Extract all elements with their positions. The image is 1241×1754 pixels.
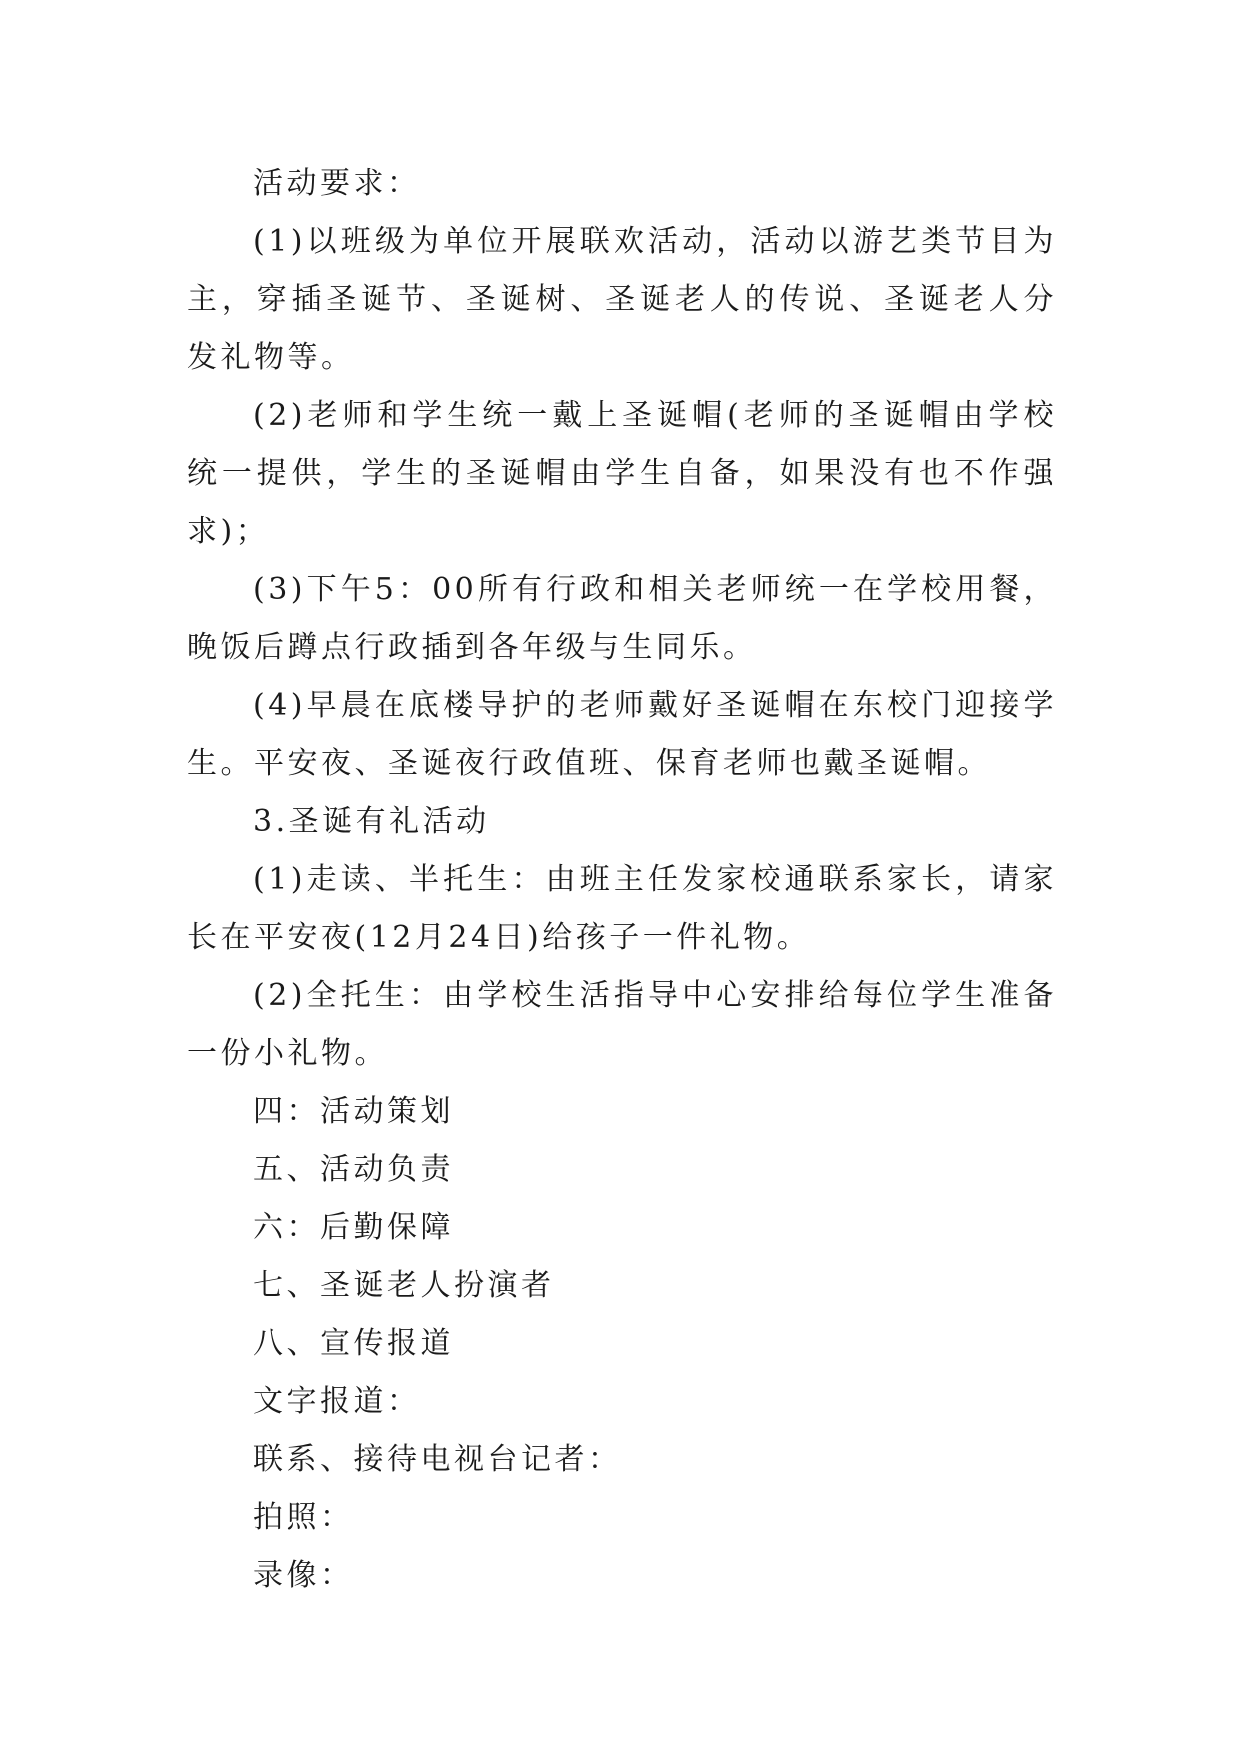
section-planning-heading: 四：活动策划 <box>253 1094 454 1129</box>
activity-requirements-heading: 活动要求： <box>253 166 421 201</box>
requirement-1-paragraph: (1)以班级为单位开展联欢活动，活动以游艺类节目为主，穿插圣诞节、圣诞树、圣诞老人的传说、圣诞老人分发礼物等。 <box>187 224 1057 375</box>
requirement-4-paragraph: (4)早晨在底楼导护的老师戴好圣诞帽在东校门迎接学生。平安夜、圣诞夜行政值班、保育老师也戴圣诞帽。 <box>187 688 1057 781</box>
gift-activity-heading: 3.圣诞有礼活动 <box>253 804 490 839</box>
photography-label: 拍照： <box>253 1500 354 1535</box>
section-logistics-heading: 六：后勤保障 <box>253 1210 454 1245</box>
gift-boarding-students-paragraph: (2)全托生：由学校生活指导中心安排给每位学生准备一份小礼物。 <box>187 978 1057 1071</box>
video-recording-label: 录像： <box>253 1558 354 1593</box>
requirement-3-paragraph: (3)下午5：00所有行政和相关老师统一在学校用餐，晚饭后蹲点行政插到各年级与生同乐。 <box>187 572 1057 665</box>
document-body <box>187 155 1057 1605</box>
section-responsibility-heading: 五、活动负责 <box>253 1152 454 1187</box>
tv-reporter-contact-label: 联系、接待电视台记者： <box>253 1442 622 1477</box>
text-report-label: 文字报道： <box>253 1384 421 1419</box>
section-publicity-heading: 八、宣传报道 <box>253 1326 454 1361</box>
gift-day-students-paragraph: (1)走读、半托生：由班主任发家校通联系家长，请家长在平安夜(12月24日)给孩子一件礼物。 <box>187 862 1057 955</box>
requirement-2-paragraph: (2)老师和学生统一戴上圣诞帽(老师的圣诞帽由学校统一提供，学生的圣诞帽由学生自备，如果没有也不作强求)； <box>187 398 1057 549</box>
section-santa-performer-heading: 七、圣诞老人扮演者 <box>253 1268 555 1303</box>
